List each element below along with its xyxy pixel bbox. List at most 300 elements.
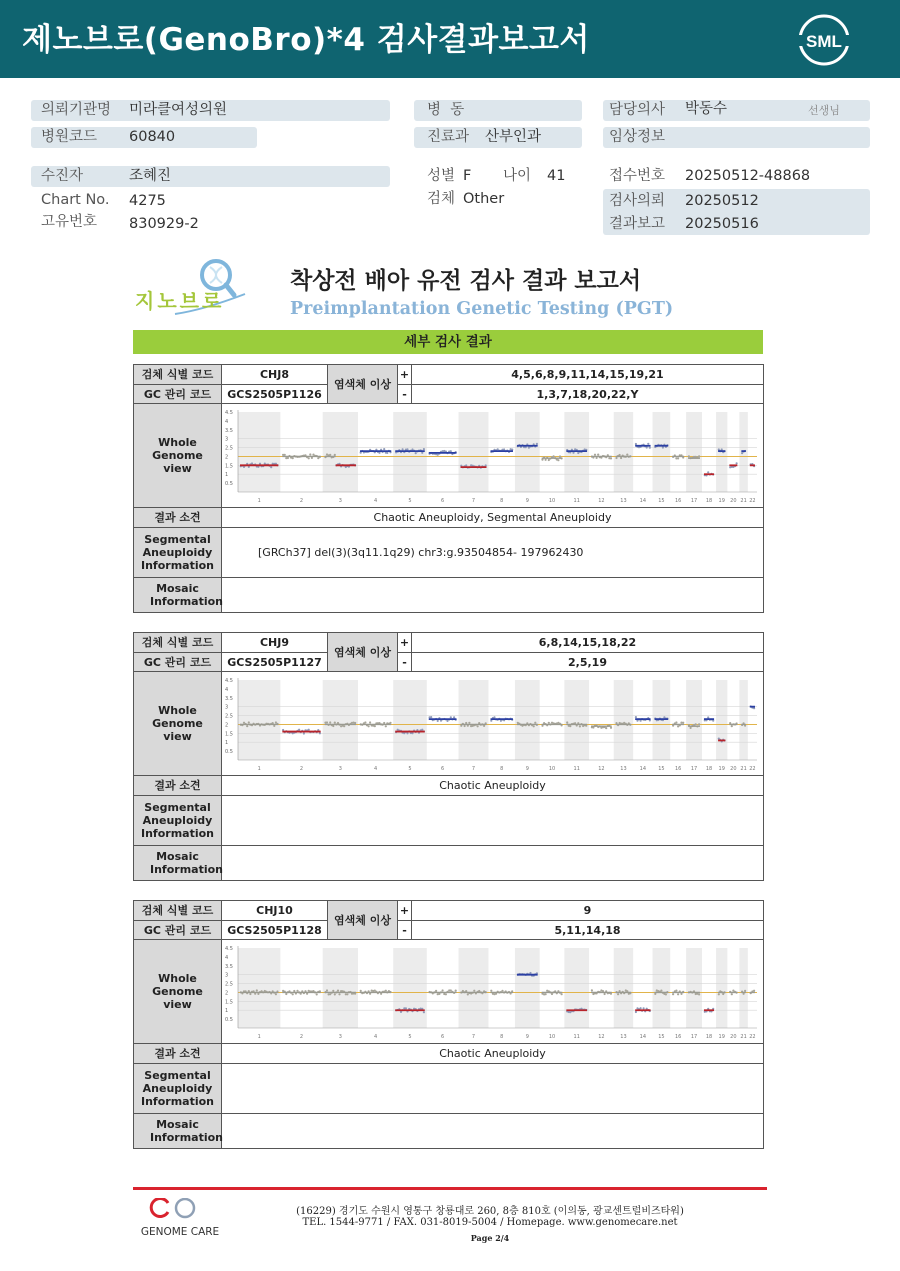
y-tick-label: 1.5 [225, 998, 233, 1005]
copy-number-point [287, 456, 289, 458]
result-label: 결과 소견 [134, 508, 222, 528]
mosaic-label: Mosaic Information [134, 1114, 222, 1149]
specimen-id-value: CHJ8 [222, 365, 328, 385]
x-tick-label: 2 [299, 497, 304, 504]
genome-care-logo [130, 1198, 230, 1240]
genobro-logo [135, 258, 250, 320]
chart-no-label: Chart No. [41, 192, 110, 208]
copy-number-point [337, 989, 339, 991]
hospital-code-label: 병원코드 [41, 129, 98, 145]
copy-number-point [402, 448, 404, 450]
genome-view-cell [222, 672, 764, 776]
chromosome-band [716, 680, 727, 760]
x-tick-label: 13 [620, 765, 627, 772]
copy-number-point [610, 457, 612, 459]
copy-number-point [423, 448, 425, 450]
x-tick-label: 19 [718, 497, 725, 504]
copy-number-point [551, 992, 553, 994]
x-tick-label: 13 [620, 497, 627, 504]
unique-no-label: 고유번호 [41, 214, 98, 230]
copy-number-point [421, 728, 423, 730]
copy-number-point [332, 724, 334, 726]
specimen-id-value: CHJ9 [222, 633, 328, 653]
copy-number-point [343, 725, 345, 727]
gc-code-value: GCS2505P1127 [222, 653, 328, 672]
copy-number-point [308, 728, 310, 730]
report-title: 착상전 배아 유전 검사 결과 보고서 [290, 268, 642, 294]
copy-number-point [646, 446, 648, 448]
copy-number-point [626, 453, 628, 455]
x-tick-label: 5 [408, 765, 412, 772]
result-value: Chaotic Aneuploidy [222, 776, 764, 796]
copy-number-point [334, 721, 336, 723]
copy-number-point [435, 989, 437, 991]
copy-number-point [566, 721, 568, 723]
copy-number-point [731, 993, 733, 995]
x-tick-label: 20 [730, 1033, 737, 1040]
chromosome-band [459, 948, 489, 1028]
copy-number-point [473, 989, 475, 991]
copy-number-point [736, 462, 738, 464]
copy-number-point [292, 457, 294, 459]
footer-contact: TEL. 1544-9771 / FAX. 031-8019-5004 / Homepage. www.genomecare.net [302, 1217, 678, 1228]
copy-number-point [698, 993, 700, 995]
copy-number-point [319, 732, 321, 734]
y-tick-label: 4.5 [225, 677, 233, 684]
copy-number-point [423, 1011, 425, 1013]
copy-number-point [421, 451, 423, 453]
x-tick-label: 17 [690, 497, 698, 504]
chromosome-band [716, 948, 727, 1028]
x-tick-label: 3 [338, 1033, 342, 1040]
copy-number-point [369, 721, 371, 723]
result-table-3 [133, 900, 764, 1149]
sex-value: F [463, 168, 472, 184]
receipt-label: 접수번호 [609, 168, 666, 184]
y-tick-label: 2 [225, 721, 229, 728]
clinical-label: 임상정보 [609, 129, 666, 145]
copy-number-point [270, 466, 272, 468]
x-tick-label: 5 [408, 1033, 412, 1040]
segmental-value [222, 796, 764, 846]
copy-number-point [688, 455, 690, 457]
x-tick-label: 14 [639, 765, 647, 772]
x-tick-label: 8 [500, 1033, 504, 1040]
copy-number-point [251, 462, 253, 464]
copy-number-point [677, 457, 679, 459]
chromosome-band [564, 948, 589, 1028]
copy-number-point [332, 989, 334, 991]
copy-number-point [620, 456, 622, 458]
copy-number-point [378, 451, 380, 453]
copy-number-point [695, 723, 697, 725]
result-value: Chaotic Aneuploidy, Segmental Aneuploidy [222, 508, 764, 528]
y-tick-label: 2 [225, 453, 229, 460]
loss-sign: - [398, 385, 412, 404]
y-tick-label: 4.5 [225, 945, 233, 952]
gain-chromosomes: 9 [412, 901, 764, 921]
sml-logo [798, 14, 850, 66]
header-bar [0, 0, 900, 78]
x-tick-label: 15 [658, 1033, 665, 1040]
copy-number-point [675, 721, 677, 723]
y-tick-label: 0.5 [225, 1016, 233, 1023]
x-tick-label: 10 [548, 497, 556, 504]
age-label: 나이 [503, 168, 532, 184]
copy-number-point [665, 993, 667, 995]
chromosome-band [739, 680, 747, 760]
x-tick-label: 19 [718, 765, 725, 772]
copy-number-point [753, 989, 755, 991]
y-tick-label: 3 [225, 704, 229, 711]
copy-number-point [445, 993, 447, 995]
chromosome-band [238, 948, 280, 1028]
y-tick-label: 3 [225, 972, 229, 979]
copy-number-point [490, 989, 492, 991]
copy-number-point [591, 989, 593, 991]
copy-number-point [338, 993, 340, 995]
specimen-id-label: 검체 식별 코드 [134, 365, 222, 385]
ward-label: 병 동 [427, 102, 465, 118]
segmental-label: Segmental Aneuploidy Information [134, 796, 222, 846]
copy-number-point [698, 455, 700, 457]
copy-number-point [662, 446, 664, 448]
x-tick-label: 9 [525, 1033, 529, 1040]
x-tick-label: 4 [374, 497, 378, 504]
copy-number-point [545, 458, 547, 460]
sex-label: 성별 [427, 168, 456, 184]
genome-view-chart [222, 674, 762, 774]
loss-chromosomes: 2,5,19 [412, 653, 764, 672]
gc-code-label: GC 관리 코드 [134, 921, 222, 940]
x-tick-label: 20 [730, 497, 737, 504]
chromosome-band [238, 412, 280, 492]
x-tick-label: 16 [674, 765, 682, 772]
copy-number-point [329, 721, 331, 723]
copy-number-point [275, 993, 277, 995]
copy-number-point [446, 719, 448, 721]
x-tick-label: 8 [500, 765, 504, 772]
specimen-id-label: 검체 식별 코드 [134, 901, 222, 921]
copy-number-point [334, 993, 336, 995]
copy-number-point [334, 453, 336, 455]
loss-chromosomes: 1,3,7,18,20,22,Y [412, 385, 764, 404]
copy-number-point [442, 989, 444, 991]
x-tick-label: 11 [573, 1033, 580, 1040]
copy-number-point [405, 1007, 407, 1009]
copy-number-point [617, 993, 619, 995]
copy-number-point [561, 993, 563, 995]
chromosome-band [459, 412, 489, 492]
copy-number-point [360, 989, 362, 991]
copy-number-point [660, 989, 662, 991]
report-value: 20250516 [685, 216, 759, 232]
copy-number-point [326, 989, 328, 991]
genobro-logo-text: 지노브로 [135, 289, 225, 313]
result-value: Chaotic Aneuploidy [222, 1044, 764, 1064]
abnormality-label: 염색체 이상 [328, 633, 398, 672]
x-tick-label: 9 [525, 497, 529, 504]
chromosome-band [515, 948, 540, 1028]
y-tick-label: 1.5 [225, 730, 233, 737]
copy-number-point [553, 455, 555, 457]
department-label: 진료과 [427, 129, 470, 145]
abnormality-label: 염색체 이상 [328, 365, 398, 404]
footer-address: (16229) 경기도 수원시 영통구 창룡대로 260, 8층 810호 (이의동, 광교센트럴비즈타워) [296, 1206, 684, 1217]
copy-number-point [569, 725, 571, 727]
copy-number-point [640, 1007, 642, 1009]
copy-number-point [635, 442, 637, 444]
copy-number-point [604, 992, 606, 994]
y-tick-label: 3.5 [225, 695, 233, 702]
chromosome-band [393, 948, 427, 1028]
copy-number-point [501, 989, 503, 991]
copy-number-point [594, 453, 596, 455]
copy-number-point [246, 725, 248, 727]
copy-number-point [249, 992, 251, 994]
x-tick-label: 15 [658, 765, 665, 772]
y-tick-label: 3 [225, 436, 229, 443]
genome-view-label: Whole Genome view [134, 672, 222, 776]
x-tick-label: 18 [705, 765, 713, 772]
x-tick-label: 12 [598, 1033, 605, 1040]
copy-number-point [284, 453, 286, 455]
gain-chromosomes: 4,5,6,8,9,11,14,15,19,21 [412, 365, 764, 385]
y-tick-label: 0.5 [225, 480, 233, 487]
sml-logo-text: SML [806, 32, 842, 51]
loss-sign: - [398, 921, 412, 940]
genome-view-chart [222, 942, 762, 1042]
genome-care-text: GENOME CARE [140, 1226, 220, 1238]
y-tick-label: 2.5 [225, 713, 233, 720]
copy-number-point [545, 993, 547, 995]
copy-number-point [292, 993, 294, 995]
x-tick-label: 14 [639, 1033, 647, 1040]
genome-view-label: Whole Genome view [134, 940, 222, 1044]
chromosome-band [653, 412, 671, 492]
segmental-label: Segmental Aneuploidy Information [134, 1064, 222, 1114]
hospital-code-value: 60840 [129, 129, 176, 145]
x-tick-label: 16 [674, 497, 682, 504]
copy-number-point [437, 719, 439, 721]
y-tick-label: 4.5 [225, 409, 233, 416]
copy-number-point [647, 442, 649, 444]
copy-number-point [308, 457, 310, 459]
copy-number-point [698, 723, 700, 725]
x-tick-label: 20 [730, 765, 737, 772]
department-value: 산부인과 [485, 129, 542, 145]
x-tick-label: 21 [740, 1033, 747, 1040]
copy-number-point [682, 721, 684, 723]
x-tick-label: 12 [598, 497, 605, 504]
chromosome-band [323, 680, 358, 760]
copy-number-point [557, 459, 559, 461]
x-tick-label: 17 [690, 765, 698, 772]
chromosome-band [515, 680, 540, 760]
x-tick-label: 14 [639, 497, 647, 504]
x-tick-label: 7 [471, 497, 476, 504]
chromosome-band [614, 412, 633, 492]
chromosome-band [459, 680, 489, 760]
doctor-label: 담당의사 [609, 102, 666, 118]
copy-number-point [597, 453, 599, 455]
chart-no-value: 4275 [129, 193, 166, 209]
x-tick-label: 19 [718, 1033, 725, 1040]
gc-code-value: GCS2505P1126 [222, 385, 328, 404]
specimen-id-value: CHJ10 [222, 901, 328, 921]
result-table-1 [133, 364, 764, 613]
x-tick-label: 6 [441, 765, 445, 772]
x-tick-label: 7 [471, 765, 476, 772]
copy-number-point [450, 716, 452, 718]
x-tick-label: 6 [441, 1033, 445, 1040]
chromosome-band [739, 948, 747, 1028]
chromosome-band [653, 948, 671, 1028]
copy-number-point [296, 989, 298, 991]
x-tick-label: 2 [299, 765, 304, 772]
copy-number-point [364, 721, 366, 723]
copy-number-point [368, 725, 370, 727]
copy-number-point [548, 721, 550, 723]
y-tick-label: 1 [225, 739, 229, 746]
copy-number-point [453, 716, 455, 718]
segmental-value: [GRCh37] del(3)(3q11.1q29) chr3:g.93504854- 197962430 [222, 528, 764, 578]
institution-label: 의뢰기관명 [41, 102, 112, 118]
copy-number-point [536, 442, 538, 444]
chromosome-band [564, 680, 589, 760]
y-tick-label: 3.5 [225, 427, 233, 434]
genome-view-chart [222, 406, 762, 506]
receipt-value: 20250512-48868 [685, 168, 811, 184]
unique-no-value: 830929-2 [129, 216, 199, 232]
abnormality-label: 염색체 이상 [328, 901, 398, 940]
patient-label: 수진자 [41, 168, 84, 184]
institution-value: 미라클여성의원 [129, 102, 228, 118]
copy-number-point [534, 721, 536, 723]
y-tick-label: 3.5 [225, 963, 233, 970]
request-label: 검사의뢰 [609, 193, 666, 209]
result-label: 결과 소견 [134, 1044, 222, 1064]
y-tick-label: 4 [225, 418, 229, 425]
x-tick-label: 15 [658, 497, 665, 504]
copy-number-point [707, 471, 709, 473]
x-tick-label: 12 [598, 765, 605, 772]
result-table-2 [133, 632, 764, 881]
mosaic-value [222, 846, 764, 881]
copy-number-point [316, 993, 318, 995]
band-patient [31, 166, 390, 187]
copy-number-point [374, 725, 376, 727]
mosaic-label: Mosaic Information [134, 578, 222, 613]
x-tick-label: 1 [257, 497, 261, 504]
copy-number-point [493, 716, 495, 718]
copy-number-point [329, 453, 331, 455]
y-tick-label: 1 [225, 1007, 229, 1014]
age-value: 41 [547, 168, 566, 184]
x-tick-label: 6 [441, 497, 445, 504]
y-tick-label: 0.5 [225, 748, 233, 755]
chromosome-band [323, 948, 358, 1028]
result-label: 결과 소견 [134, 776, 222, 796]
specimen-value: Other [463, 191, 505, 207]
x-tick-label: 18 [705, 1033, 713, 1040]
gain-chromosomes: 6,8,14,15,18,22 [412, 633, 764, 653]
gc-code-label: GC 관리 코드 [134, 653, 222, 672]
y-tick-label: 1.5 [225, 462, 233, 469]
copy-number-point [610, 726, 612, 728]
copy-number-point [326, 721, 328, 723]
loss-sign: - [398, 653, 412, 672]
copy-number-point [400, 1010, 402, 1012]
copy-number-point [468, 721, 470, 723]
mosaic-value [222, 1114, 764, 1149]
genome-view-label: Whole Genome view [134, 404, 222, 508]
copy-number-point [256, 989, 258, 991]
copy-number-point [389, 721, 391, 723]
x-tick-label: 1 [257, 765, 261, 772]
chromosome-band [393, 680, 427, 760]
segmental-label: Segmental Aneuploidy Information [134, 528, 222, 578]
specimen-id-label: 검체 식별 코드 [134, 633, 222, 653]
x-tick-label: 18 [705, 497, 713, 504]
x-tick-label: 21 [740, 765, 747, 772]
genome-view-cell [222, 404, 764, 508]
x-tick-label: 21 [740, 497, 747, 504]
x-tick-label: 2 [299, 1033, 304, 1040]
x-tick-label: 10 [548, 765, 556, 772]
y-tick-label: 4 [225, 686, 229, 693]
copy-number-point [309, 453, 311, 455]
page-title: 제노브로(GenoBro)*4 검사결과보고서 [22, 22, 590, 58]
chromosome-band [686, 680, 702, 760]
copy-number-point [643, 1007, 645, 1009]
x-tick-label: 22 [749, 1033, 756, 1040]
x-tick-label: 22 [749, 497, 756, 504]
copy-number-point [303, 732, 305, 734]
x-tick-label: 11 [573, 497, 580, 504]
chromosome-band [323, 412, 358, 492]
chromosome-band [686, 412, 702, 492]
chromosome-band [686, 948, 702, 1028]
gain-sign: + [398, 901, 412, 921]
x-tick-label: 8 [500, 497, 504, 504]
copy-number-point [385, 989, 387, 991]
copy-number-point [248, 721, 250, 723]
mosaic-label: Mosaic Information [134, 846, 222, 881]
x-tick-label: 3 [338, 765, 342, 772]
x-tick-label: 17 [690, 1033, 698, 1040]
y-tick-label: 2 [225, 989, 229, 996]
segmental-value [222, 1064, 764, 1114]
copy-number-point [744, 989, 746, 991]
copy-number-point [579, 725, 581, 727]
x-tick-label: 10 [548, 1033, 556, 1040]
copy-number-point [298, 728, 300, 730]
y-tick-label: 4 [225, 954, 229, 961]
gc-code-value: GCS2505P1128 [222, 921, 328, 940]
y-tick-label: 1 [225, 471, 229, 478]
copy-number-point [415, 452, 417, 454]
x-tick-label: 4 [374, 1033, 378, 1040]
chromosome-band [614, 680, 633, 760]
copy-number-point [635, 716, 637, 718]
section-title: 세부 검사 결과 [133, 330, 763, 354]
gain-sign: + [398, 365, 412, 385]
y-tick-label: 2.5 [225, 445, 233, 452]
copy-number-point [649, 446, 651, 448]
x-tick-label: 22 [749, 765, 756, 772]
copy-number-point [477, 725, 479, 727]
